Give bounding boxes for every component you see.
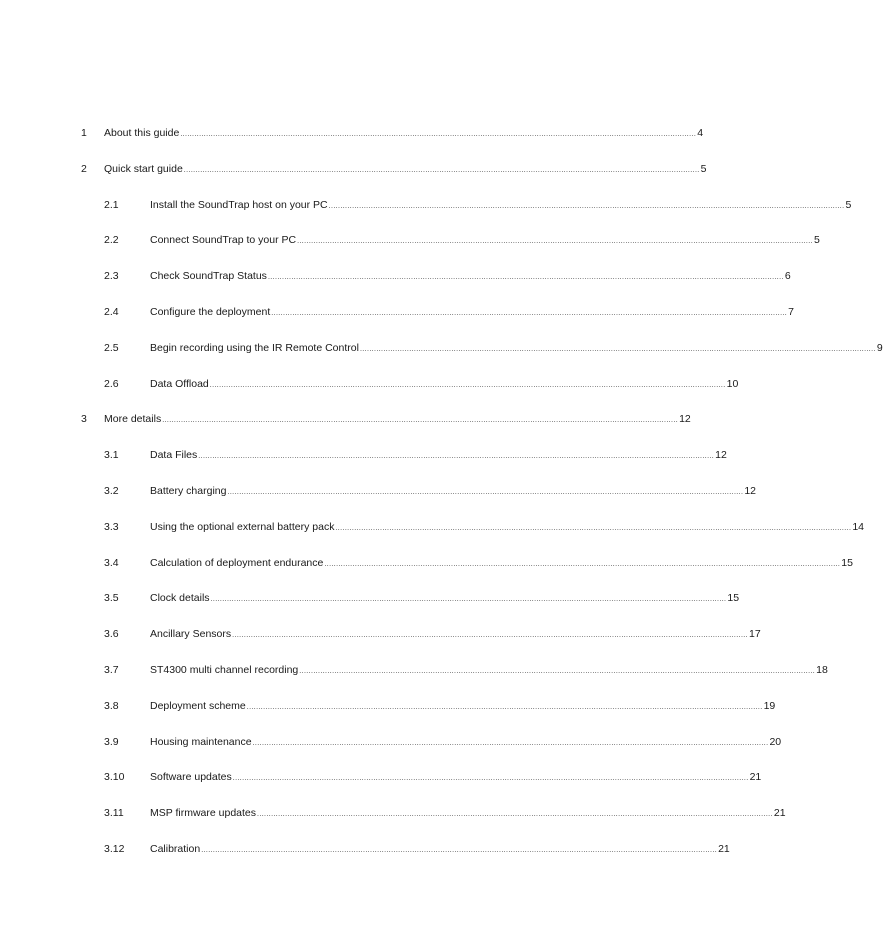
- toc-dot-leader: ............................................................................................................................................................................................................................: [201, 847, 718, 854]
- toc-dot-leader: ............................................................................................................................................................................................................................: [232, 775, 749, 782]
- toc-entry-number: 1: [81, 127, 87, 139]
- toc-page-number: 21: [718, 843, 730, 855]
- toc-entry-number: 2.4: [104, 306, 119, 318]
- toc-entry-number: 3.12: [104, 843, 125, 855]
- toc-dot-leader: ............................................................................................................................................................................................................................: [324, 561, 841, 568]
- toc-section-entry[interactable]: [104, 698, 776, 714]
- toc-entry-number: 2.5: [104, 342, 119, 354]
- toc-entry-number: 2.1: [104, 199, 119, 211]
- toc-dot-leader: ............................................................................................................................................................................................................................: [232, 632, 748, 639]
- toc-page-number: 21: [773, 807, 786, 819]
- toc-dot-leader: ............................................................................................................................................................................................................................: [209, 382, 726, 389]
- toc-dot-leader: ............................................................................................................................................................................................................................: [246, 704, 763, 711]
- toc-entry-number: 3.7: [104, 664, 119, 676]
- toc-section-entry[interactable]: [104, 483, 757, 499]
- toc-page-number: 10: [726, 378, 739, 390]
- toc-section-entry[interactable]: [104, 304, 794, 320]
- toc-dot-leader: ............................................................................................................................................................................................................................: [210, 596, 727, 603]
- toc-entry-number: 2.6: [104, 378, 119, 390]
- toc-entry-title: Quick start guide: [104, 163, 183, 175]
- toc-chapter-entry[interactable]: [81, 411, 691, 427]
- toc-entry-number: 3.11: [104, 807, 124, 819]
- toc-page-number: 14: [852, 521, 865, 533]
- toc-section-entry[interactable]: [104, 805, 786, 821]
- toc-entry-number: 3.3: [104, 521, 119, 533]
- toc-page-number: 5: [700, 163, 707, 175]
- toc-entry-number: 2: [81, 163, 87, 175]
- toc-section-entry[interactable]: [104, 734, 782, 750]
- toc-entry-number: 3.8: [104, 700, 119, 712]
- toc-dot-leader: ............................................................................................................................................................................................................................: [180, 131, 697, 138]
- toc-entry-number: 3.5: [104, 592, 119, 604]
- toc-entry-title: Data Offload: [150, 378, 209, 390]
- toc-page-number: 15: [727, 592, 740, 604]
- toc-page-number: 6: [784, 270, 791, 282]
- toc-page-number: 18: [816, 664, 828, 676]
- toc-entry-number: 3.10: [104, 771, 125, 783]
- toc-entry-number: 3: [81, 413, 87, 425]
- toc-entry-title: Battery charging: [150, 485, 227, 497]
- toc-section-entry[interactable]: [104, 769, 762, 785]
- toc-entry-title: Connect SoundTrap to your PC: [150, 234, 297, 246]
- toc-page-number: 12: [715, 449, 727, 461]
- toc-section-entry[interactable]: [104, 447, 727, 463]
- toc-section-entry[interactable]: [104, 590, 740, 606]
- toc-entry-title: Clock details: [150, 592, 210, 604]
- toc-page-number: 19: [763, 700, 776, 712]
- toc-page-number: 4: [697, 127, 704, 139]
- toc-dot-leader: ............................................................................................................................................................................................................................: [162, 417, 679, 424]
- toc-page-number: 7: [788, 306, 794, 318]
- toc-entry-title: About this guide: [104, 127, 180, 139]
- toc-entry-title: Begin recording using the IR Remote Control: [150, 342, 359, 354]
- toc-dot-leader: ............................................................................................................................................................................................................................: [257, 811, 773, 818]
- toc-dot-leader: ............................................................................................................................................................................................................................: [359, 346, 876, 353]
- toc-entry-title: Configure the deployment: [150, 306, 271, 318]
- toc-entry-number: 2.2: [104, 234, 119, 246]
- toc-section-entry[interactable]: [104, 662, 828, 678]
- toc-entry-number: 3.1: [104, 449, 119, 461]
- toc-section-entry[interactable]: [104, 519, 865, 535]
- toc-section-entry[interactable]: [104, 340, 883, 356]
- toc-page-number: 20: [769, 736, 782, 748]
- toc-page-number: 15: [841, 557, 853, 569]
- toc-entry-title: Check SoundTrap Status: [150, 270, 267, 282]
- toc-dot-leader: ............................................................................................................................................................................................................................: [198, 453, 715, 460]
- toc-entry-title: Calculation of deployment endurance: [150, 557, 324, 569]
- toc-page-number: 5: [813, 234, 820, 246]
- toc-entry-title: Ancillary Sensors: [150, 628, 232, 640]
- toc-section-entry[interactable]: [104, 197, 852, 213]
- toc-entry-title: Software updates: [150, 771, 232, 783]
- toc-chapter-entry[interactable]: [81, 161, 707, 177]
- toc-page-number: 5: [845, 199, 852, 211]
- toc-entry-title: Using the optional external battery pack: [150, 521, 335, 533]
- toc-entry-number: 3.2: [104, 485, 119, 497]
- toc-entry-title: Install the SoundTrap host on your PC: [150, 199, 328, 211]
- toc-entry-number: 3.6: [104, 628, 119, 640]
- toc-chapter-entry[interactable]: [81, 125, 704, 141]
- toc-entry-number: 3.9: [104, 736, 119, 748]
- toc-section-entry[interactable]: [104, 376, 739, 392]
- toc-dot-leader: ............................................................................................................................................................................................................................: [335, 525, 852, 532]
- toc-entry-title: More details: [104, 413, 162, 425]
- toc-entry-number: 3.4: [104, 557, 119, 569]
- toc-dot-leader: ............................................................................................................................................................................................................................: [183, 167, 700, 174]
- toc-section-entry[interactable]: [104, 232, 820, 248]
- toc-dot-leader: ............................................................................................................................................................................................................................: [252, 740, 769, 747]
- toc-entry-number: 2.3: [104, 270, 119, 282]
- toc-entry-title: Calibration: [150, 843, 201, 855]
- toc-entry-title: Data Files: [150, 449, 198, 461]
- toc-section-entry[interactable]: [104, 841, 730, 857]
- toc-entry-title: ST4300 multi channel recording: [150, 664, 299, 676]
- toc-page-number: 9: [876, 342, 883, 354]
- toc-dot-leader: ............................................................................................................................................................................................................................: [271, 310, 788, 317]
- toc-page-number: 21: [749, 771, 762, 783]
- toc-page-number: 17: [749, 628, 761, 640]
- toc-entry-title: MSP firmware updates: [150, 807, 257, 819]
- toc-entry-title: Deployment scheme: [150, 700, 246, 712]
- toc-page-number: 12: [679, 413, 691, 425]
- toc-entry-title: Housing maintenance: [150, 736, 252, 748]
- toc-section-entry[interactable]: [104, 268, 791, 284]
- toc-dot-leader: ............................................................................................................................................................................................................................: [328, 203, 845, 210]
- toc-section-entry[interactable]: [104, 555, 853, 571]
- toc-page-number: 12: [744, 485, 757, 497]
- toc-dot-leader: ............................................................................................................................................................................................................................: [267, 274, 784, 281]
- toc-section-entry[interactable]: [104, 626, 761, 642]
- toc-dot-leader: ............................................................................................................................................................................................................................: [299, 668, 816, 675]
- toc-dot-leader: ............................................................................................................................................................................................................................: [297, 238, 813, 245]
- toc-dot-leader: ............................................................................................................................................................................................................................: [227, 489, 744, 496]
